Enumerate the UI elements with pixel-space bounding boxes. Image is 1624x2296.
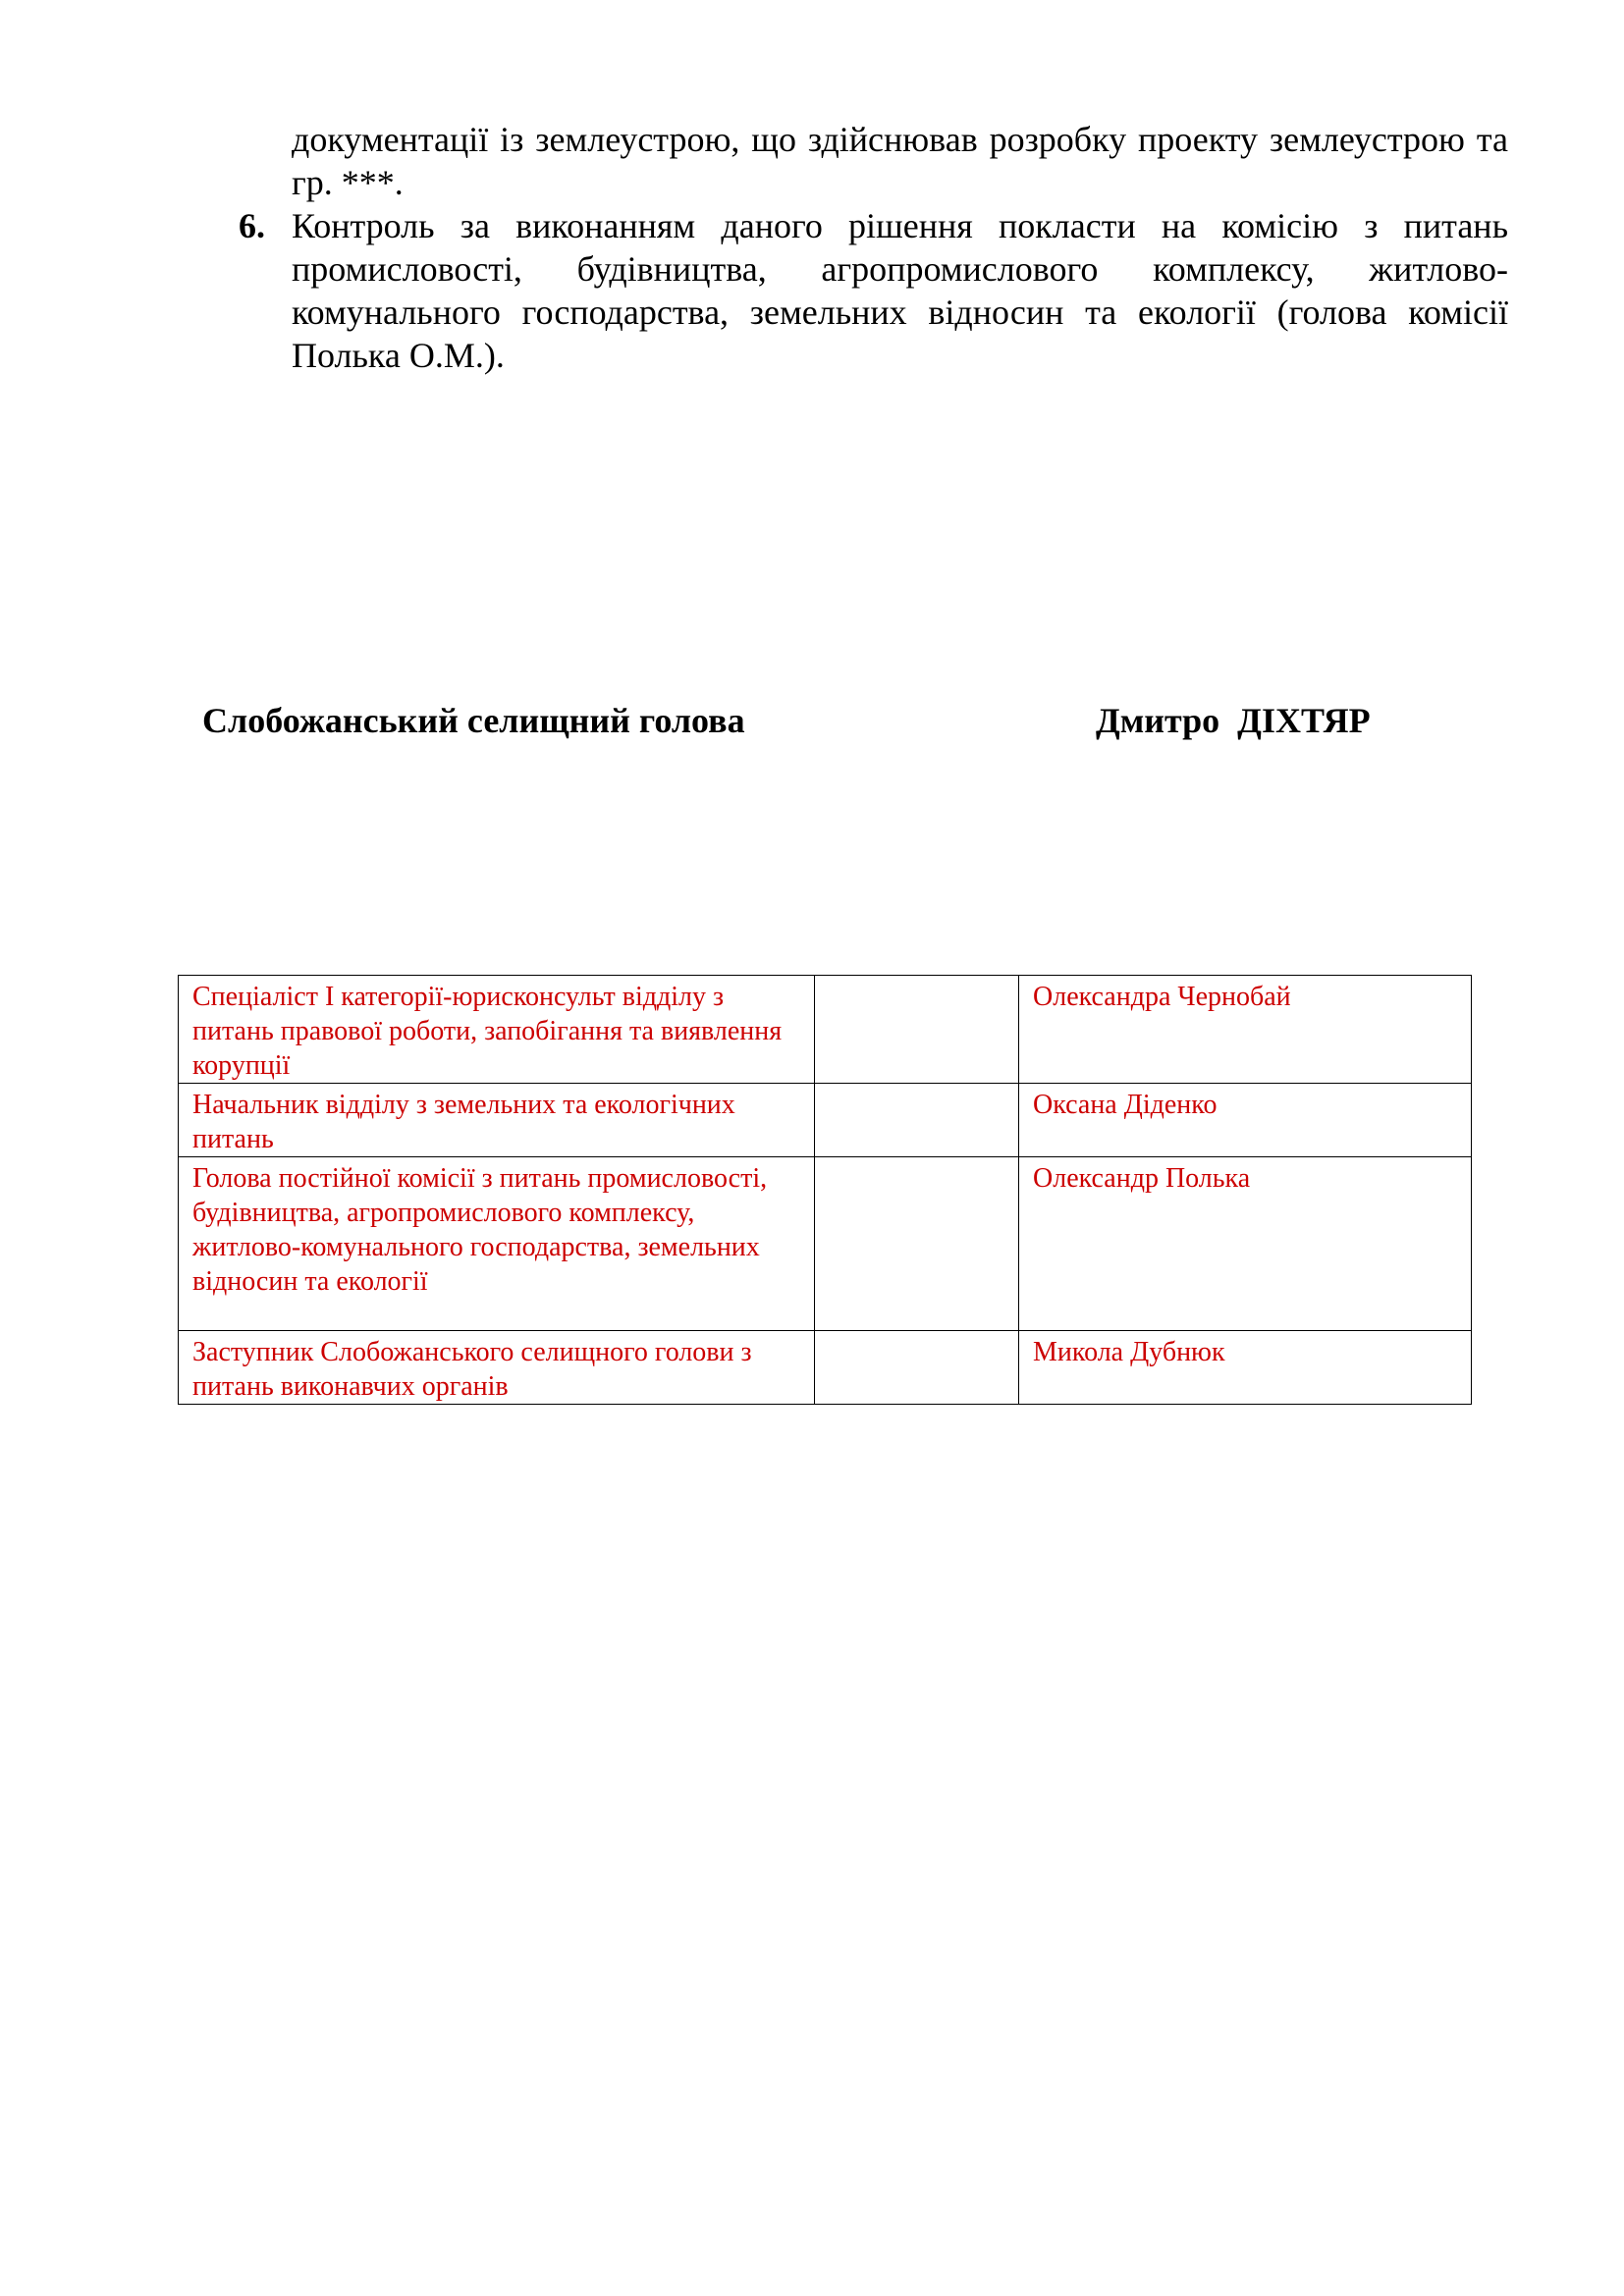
table-row <box>179 1331 1472 1405</box>
approver-position: Голова постійної комісії з питань промисловості, будівництва, агропромислового комплексу, житлово-комунального господарства, земельних відносин та екології <box>179 1157 815 1331</box>
approver-signature-cell <box>815 1157 1019 1331</box>
item-6-text: Контроль за виконанням даного рішення покласти на комісію з питань промисловості, будівництва, агропромислового комплексу, житлово-комунального господарства, земельних відносин та екології (голова комісії Полька О.М.). <box>292 206 1508 375</box>
approver-signature-cell <box>815 1084 1019 1157</box>
approver-signature-cell <box>815 976 1019 1084</box>
approvals-table <box>178 975 1472 1405</box>
table-row <box>179 1084 1472 1157</box>
paragraph-continuation: документації із землеустрою, що здійснював розробку проекту землеустрою та гр. ***. <box>292 120 1508 202</box>
item-6-number: 6. <box>239 206 265 245</box>
approver-name: Оксана Діденко <box>1019 1084 1472 1157</box>
table-row <box>179 976 1472 1084</box>
signature-title: Слобожанський селищний голова <box>202 701 745 740</box>
table-row <box>179 1157 1472 1331</box>
approver-signature-cell <box>815 1331 1019 1405</box>
approver-position: Спеціаліст І категорії-юрисконсульт відділу з питань правової роботи, запобігання та виявлення корупції <box>179 976 815 1084</box>
approver-position: Заступник Слобожанського селищного голови з питань виконавчих органів <box>179 1331 815 1405</box>
approver-position: Начальник відділу з земельних та екологічних питань <box>179 1084 815 1157</box>
signature-name: Дмитро ДІХТЯР <box>1096 701 1371 740</box>
approver-name: Олександра Чернобай <box>1019 976 1472 1084</box>
approver-name: Микола Дубнюк <box>1019 1331 1472 1405</box>
approver-name: Олександр Полька <box>1019 1157 1472 1331</box>
